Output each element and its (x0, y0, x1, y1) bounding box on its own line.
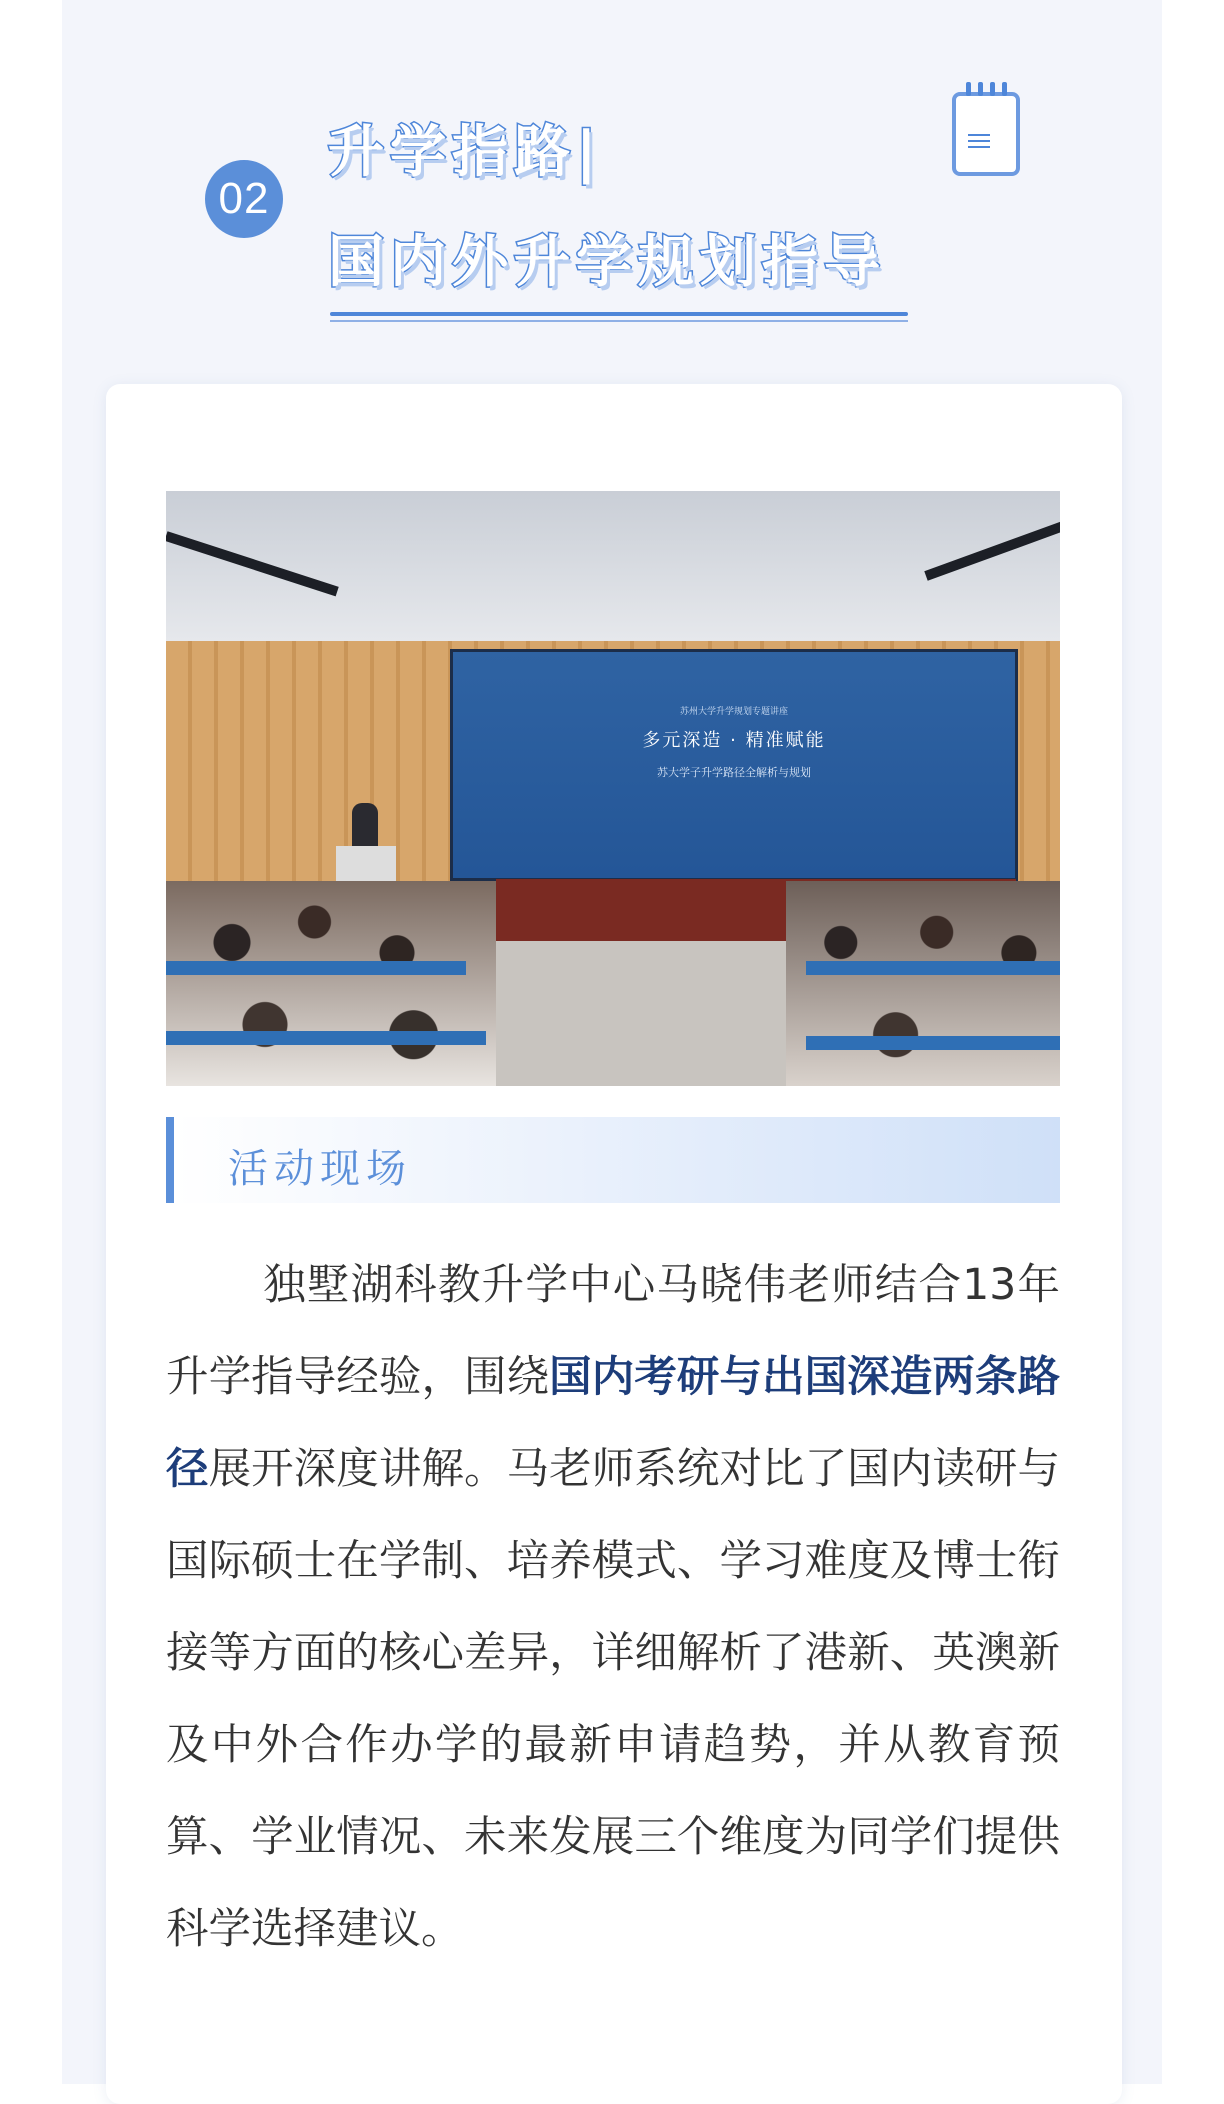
paragraph-text-2: 展开深度讲解。马老师系统对比了国内读研与国际硕士在学制、培养模式、学习难度及博士衔接等方面的核心差异，详细解析了港新、英澳新及中外合作办学的最新申请趋势，并从教育预算、学业情况、未来发展三个维度为同学们提供科学选择建议。 (166, 1445, 1060, 1954)
notebook-icon (952, 92, 1020, 176)
section-title-line1: 升学指路| (328, 120, 603, 185)
screen-subtitle: 苏大学子升学路径全解析与规划 (657, 766, 811, 779)
presentation-screen (450, 649, 1018, 881)
screen-main-title: 多元深造 · 精准赋能 (642, 730, 826, 751)
section-title-line2: 国内外升学规划指导 (328, 230, 886, 295)
title-underline (330, 312, 908, 316)
audience-left (166, 881, 496, 1086)
title-underline-thin (330, 320, 908, 322)
section-label-bar (166, 1117, 1060, 1203)
event-photo (166, 491, 1060, 1086)
section-number-badge: 02 (205, 160, 283, 238)
screen-small-title: 苏州大学升学规划专题讲座 (679, 707, 788, 717)
paragraph-text-1: 独墅湖科教升学中心马晓伟老师结合13年升学指导经验，围绕 (166, 1261, 1060, 1402)
audience-right (786, 881, 1060, 1086)
paragraph-highlight: 国内考研与出国深造两条路径 (166, 1353, 1060, 1494)
speaker-figure (352, 803, 378, 849)
article-paragraph (166, 1240, 1060, 1976)
section-label: 活动现场 (228, 1146, 412, 1192)
